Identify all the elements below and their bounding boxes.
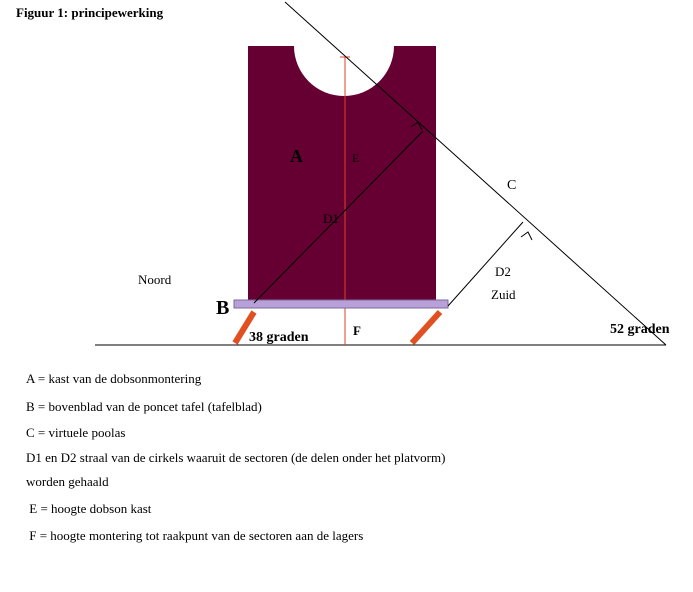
poncet-platform [234, 300, 448, 308]
label-f: F [353, 323, 361, 338]
label-e: E [352, 151, 360, 165]
legend-item-f: F = hoogte montering tot raakpunt van de sectoren aan de lagers [26, 528, 364, 543]
legend-item-e: E = hoogte dobson kast [26, 501, 152, 516]
angle-label-52: 52 graden [610, 322, 670, 337]
legend-item-a: A = kast van de dobsonmontering [26, 371, 202, 386]
legend-item-d-cont: worden gehaald [26, 474, 109, 489]
dobson-box [248, 46, 436, 300]
label-noord: Noord [138, 272, 172, 287]
label-d1: D1 [323, 211, 339, 226]
right-angle-mark-d2 [521, 232, 532, 240]
legend-item-c: C = virtuele poolas [26, 425, 126, 440]
figure-title: Figuur 1: principewerking [16, 5, 164, 20]
label-d2: D2 [495, 264, 511, 279]
label-a: A [290, 146, 303, 166]
label-zuid: Zuid [491, 287, 516, 302]
angle-label-38: 38 graden [249, 330, 309, 345]
legend-item-d: D1 en D2 straal van de cirkels waaruit de sectoren (de delen onder het platvorm) [26, 450, 446, 465]
label-c: C [507, 178, 517, 193]
legend-item-b: B = bovenblad van de poncet tafel (tafelblad) [26, 399, 262, 414]
label-b: B [216, 297, 230, 319]
right-leg [412, 312, 440, 343]
